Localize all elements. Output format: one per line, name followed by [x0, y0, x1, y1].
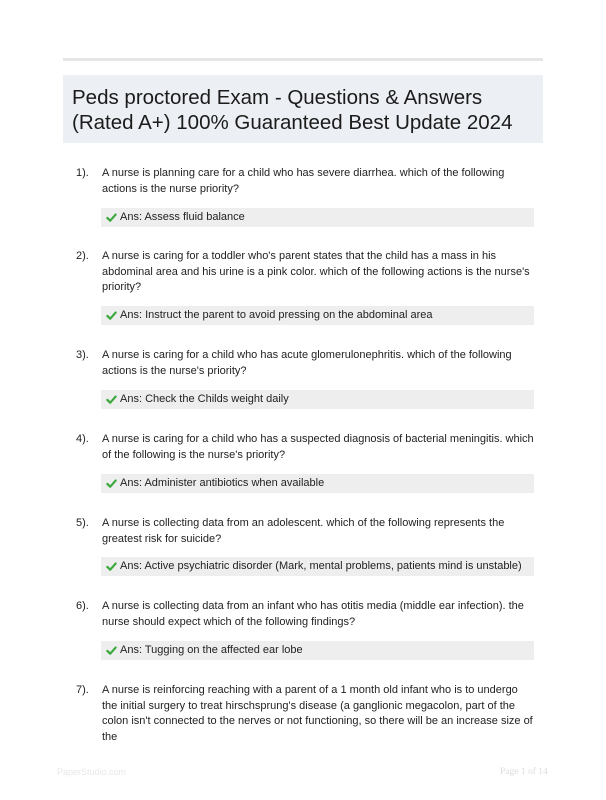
question-text: A nurse is planning care for a child who has severe diarrhea. which of the following actions is the nurse priority?	[102, 167, 505, 195]
question-text: A nurse is caring for a child who has a suspected diagnosis of bacterial meningitis. which of the following is the nurse's priority?	[102, 433, 534, 461]
question-text: A nurse is caring for a toddler who's parent states that the child has a mass in his abdominal area and his urine is a pink color. which of the following actions is the nurse's priority?	[102, 250, 530, 293]
check-icon	[106, 561, 117, 572]
question-text: A nurse is reinforcing reaching with a parent of a 1 month old infant who is to undergo the initial surgery to treat hirschsprung's disease (a ganglionic megacolon, part of the colon isn't connected to the nerves or not functioning, so there will be an increase size of the	[102, 684, 533, 743]
answer-text: Ans: Administer antibiotics when available	[120, 477, 325, 489]
question-text: A nurse is caring for a child who has acute glomerulonephritis. which of the following actions is the nurse's priority?	[102, 349, 512, 377]
answer-text: Ans: Instruct the parent to avoid pressing on the abdominal area	[120, 309, 433, 321]
answer-text: Ans: Check the Childs weight daily	[120, 393, 289, 405]
answer-box	[101, 641, 534, 660]
check-icon	[106, 394, 117, 405]
answer-box	[101, 557, 534, 576]
document-title: Peds proctored Exam - Questions & Answers (Rated A+) 100% Guaranteed Best Update 2024	[72, 86, 513, 134]
answer-text: Ans: Tugging on the affected ear lobe	[120, 644, 303, 656]
answer-box	[101, 390, 534, 409]
question-number: 6).	[76, 600, 89, 612]
question-number: 4).	[76, 433, 89, 445]
answer-text: Ans: Active psychiatric disorder (Mark, mental problems, patients mind is unstable)	[120, 560, 522, 572]
answer-box	[101, 306, 534, 325]
question-number: 5).	[76, 517, 89, 529]
check-icon	[106, 645, 117, 656]
question-number: 3).	[76, 349, 89, 361]
question-text: A nurse is collecting data from an adolescent. which of the following represents the greatest risk for suicide?	[102, 517, 505, 545]
page-number: Page 1 of 14	[500, 767, 548, 777]
check-icon	[106, 310, 117, 321]
question-text: A nurse is collecting data from an infant who has otitis media (middle ear infection). the nurse should expect which of the following findings?	[102, 600, 524, 628]
top-divider	[63, 58, 543, 61]
question-number: 2).	[76, 250, 89, 262]
answer-box	[101, 208, 534, 227]
answer-box	[101, 474, 534, 493]
answer-text: Ans: Assess fluid balance	[120, 211, 245, 223]
check-icon	[106, 478, 117, 489]
check-icon	[106, 212, 117, 223]
footer-watermark: PaperStudio.com	[57, 767, 127, 777]
question-number: 1).	[76, 167, 89, 179]
question-number: 7).	[76, 684, 89, 696]
